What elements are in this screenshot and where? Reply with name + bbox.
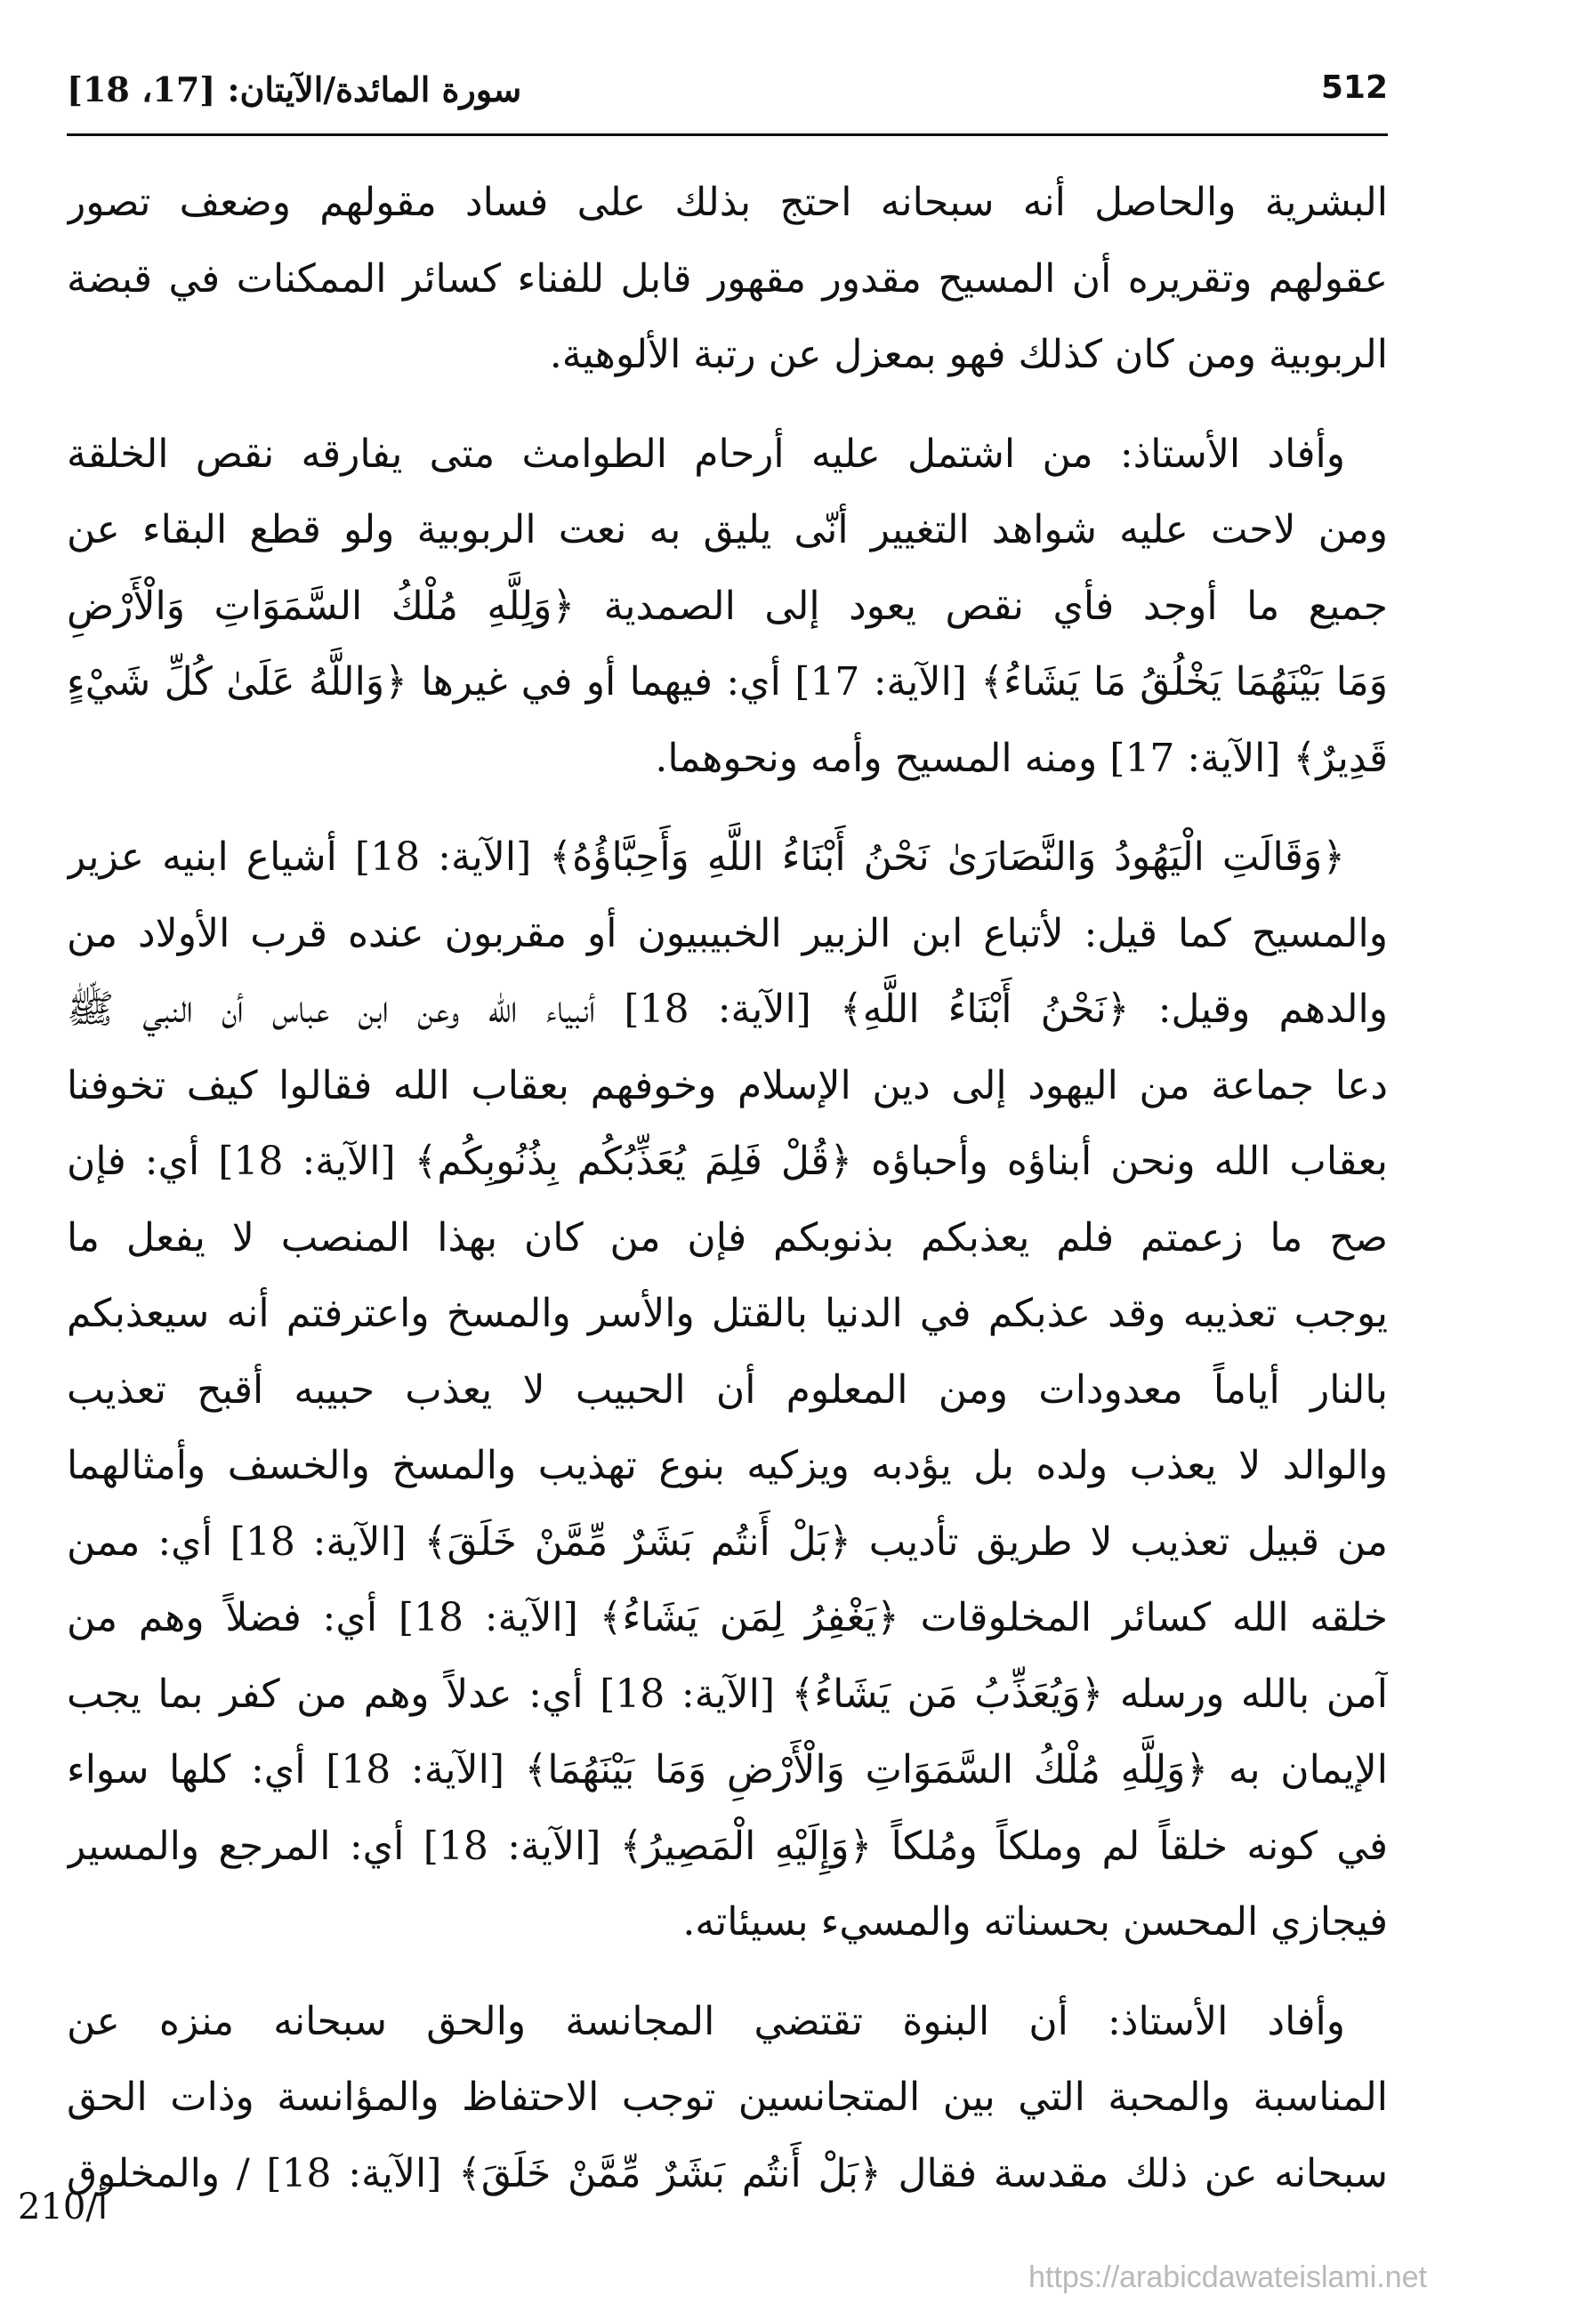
text-line: الإيمان به ﴿وَلِلَّهِ مُلْكُ السَّمَوَاتِ وَالْأَرْضِ وَمَا بَيْنَهُمَا﴾ [الآية: 18] أي: كلها سواء xyxy=(67,1747,1388,1792)
text-line: البشرية والحاصل أنه سبحانه احتج بذلك على فساد مقولهم وضعف تصور xyxy=(67,180,1388,225)
text-line: وأفاد الأستاذ: أن البنوة تقتضي المجانسة والحق سبحانه منزه عن xyxy=(67,1998,1345,2044)
text-line: وَمَا بَيْنَهُمَا يَخْلُقُ مَا يَشَاءُ﴾ [الآية: 17] أي: فيهما أو في غيرها ﴿وَاللَّهُ عَلَىٰ كُلِّ شَيْءٍ xyxy=(67,659,1388,705)
text-line: قَدِيرٌ﴾ [الآية: 17] ومنه المسيح وأمه ونحوهما. xyxy=(655,735,1388,781)
text-line: ومن لاحت عليه شواهد التغيير أنّى يليق به نعت الربوبية ولو قطع البقاء عن xyxy=(67,507,1388,552)
text-line: الربوبية ومن كان كذلك فهو بمعزل عن رتبة الألوهية. xyxy=(549,332,1388,377)
watermark-url: https://arabicdawateislami.net xyxy=(1028,2260,1427,2294)
page-number: 512 xyxy=(1320,69,1388,106)
paragraph-3 xyxy=(67,819,1388,1961)
text-line: عقولهم وتقريره أن المسيح مقدور مقهور قابل للفناء كسائر الممكنات في قبضة xyxy=(67,255,1388,302)
text-line: والمسيح كما قيل: لأتباع ابن الزبير الخبيبيون أو مقربون عنده قرب الأولاد من xyxy=(67,910,1388,956)
text-line: يوجب تعذيبه وقد عذبكم في الدنيا بالقتل والأسر والمسخ واعترفتم أنه سيعذبكم xyxy=(67,1291,1388,1336)
text-line: والدهم وقيل: ﴿نَحْنُ أَبْنَاءُ اللَّهِ﴾ [الآية: 18] أنبياء الله وعن ابن عباس أن النبي ﷺ xyxy=(67,987,1388,1032)
text-line: آمن بالله ورسله ﴿وَيُعَذِّبُ مَن يَشَاءُ﴾ [الآية: 18] أي: عدلاً وهم من كفر بما يجب xyxy=(67,1671,1388,1717)
paragraph-2 xyxy=(67,416,1388,797)
paragraph-1 xyxy=(67,165,1388,393)
text-line: سبحانه عن ذلك مقدسة فقال ﴿بَلْ أَنتُم بَشَرٌ مِّمَّنْ خَلَقَ﴾ [الآية: 18] / والمخلوق xyxy=(67,2150,1388,2196)
text-line: فيجازي المحسن بحسناته والمسيء بسيئاته. xyxy=(682,1899,1388,1945)
text-line: بالنار أياماً معدودات ومن المعلوم أن الحبيب لا يعذب حبيبه أقبح تعذيب xyxy=(67,1366,1388,1413)
body-text xyxy=(67,165,1388,2235)
text-line: في كونه خلقاً لم وملكاً ومُلكاً ﴿وَإِلَيْهِ الْمَصِيرُ﴾ [الآية: 18] أي: المرجع والمسير xyxy=(67,1823,1388,1869)
text-line: المناسبة والمحبة التي بين المتجانسين توجب الاحتفاظ والمؤانسة وذات الحق xyxy=(67,2074,1388,2120)
text-line: ﴿وَقَالَتِ الْيَهُودُ وَالنَّصَارَىٰ نَحْنُ أَبْنَاءُ اللَّهِ وَأَحِبَّاؤُهُ﴾ [الآية: 18] أشياع ابنيه عزير xyxy=(67,834,1345,880)
text-line: خلقه الله كسائر المخلوقات ﴿يَغْفِرُ لِمَن يَشَاءُ﴾ [الآية: 18] أي: فضلاً وهم من xyxy=(67,1595,1388,1640)
chapter-title: سورة المائدة/الآيتان: [17، 18] xyxy=(67,69,522,109)
text-line: وأفاد الأستاذ: من اشتمل عليه أرحام الطوامث متى يفارقه نقص الخلقة xyxy=(67,431,1345,477)
paragraph-4 xyxy=(67,1984,1388,2212)
text-line: صح ما زعمتم فلم يعذبكم بذنوبكم فإن من كان بهذا المنصب لا يفعل ما xyxy=(67,1214,1388,1261)
header-rule xyxy=(67,133,1388,136)
text-line: من قبيل تعذيب لا طريق تأديب ﴿بَلْ أَنتُم بَشَرٌ مِّمَّنْ خَلَقَ﴾ [الآية: 18] أي: ممن xyxy=(67,1518,1388,1565)
running-header xyxy=(67,69,1388,123)
manuscript-folio-note: 210/أ xyxy=(18,2187,108,2227)
text-line: جميع ما أوجد فأي نقص يعود إلى الصمدية ﴿وَلِلَّهِ مُلْكُ السَّمَوَاتِ وَالْأَرْضِ xyxy=(67,583,1388,629)
text-line: والوالد لا يعذب ولده بل يؤدبه ويزكيه بنوع تهذيب والمسخ والخسف وأمثالهما xyxy=(67,1443,1388,1488)
text-line: دعا جماعة من اليهود إلى دين الإسلام وخوفهم بعقاب الله فقالوا كيف تخوفنا xyxy=(67,1062,1388,1108)
text-line: بعقاب الله ونحن أبناؤه وأحباؤه ﴿قُلْ فَلِمَ يُعَذِّبُكُم بِذُنُوبِكُم﴾ [الآية: 18] أي: فإن xyxy=(67,1139,1388,1184)
